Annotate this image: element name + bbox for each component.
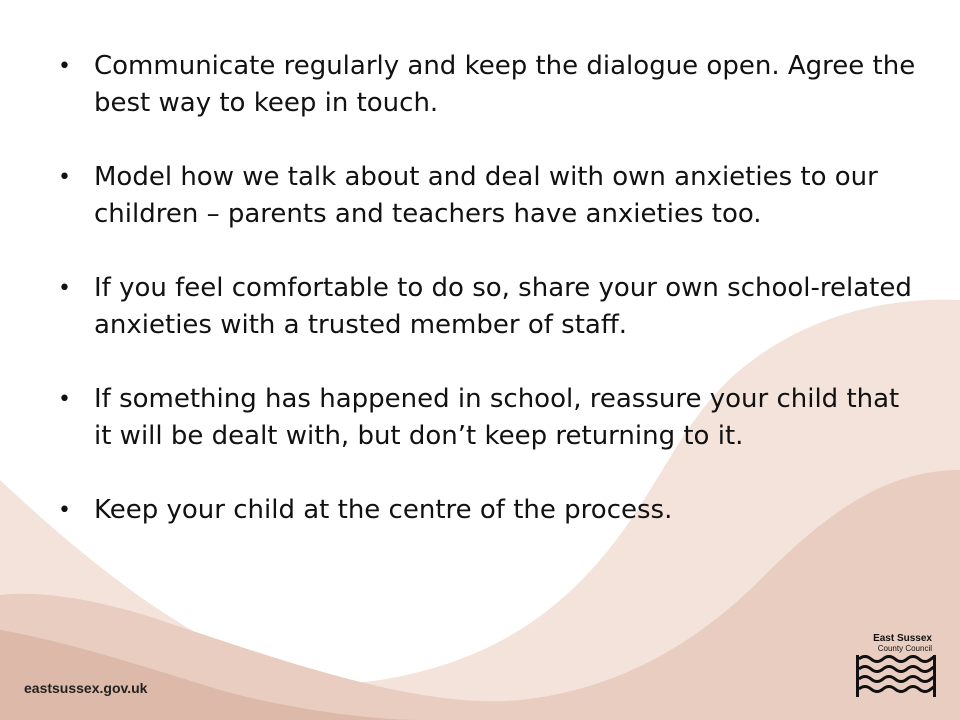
waves-logo-icon xyxy=(856,655,936,697)
bullet-dot: • xyxy=(58,498,71,523)
bullet-item xyxy=(58,381,918,455)
logo-subtitle: County Council xyxy=(877,644,932,653)
bullet-dot: • xyxy=(58,276,71,301)
bullet-item xyxy=(58,159,918,233)
bullet-text: If you feel comfortable to do so, share your own school-related anxieties with a trusted member of staff. xyxy=(94,273,912,340)
bullet-dot: • xyxy=(58,387,71,412)
council-logo xyxy=(856,633,936,697)
bullet-text: Model how we talk about and deal with own anxieties to our children – parents and teachers have anxieties too. xyxy=(94,162,878,229)
bullet-list xyxy=(58,48,918,566)
logo-name: East Sussex xyxy=(873,633,932,644)
bullet-item xyxy=(58,48,918,122)
bullet-text: If something has happened in school, reassure your child that it will be dealt with, but don’t keep returning to it. xyxy=(94,384,900,451)
bullet-dot: • xyxy=(58,165,71,190)
footer-url: eastsussex.gov.uk xyxy=(24,680,148,696)
bullet-item xyxy=(58,492,918,529)
bullet-text: Communicate regularly and keep the dialogue open. Agree the best way to keep in touch. xyxy=(94,51,916,118)
bullet-text: Keep your child at the centre of the process. xyxy=(94,495,673,525)
bullet-item xyxy=(58,270,918,344)
bullet-dot: • xyxy=(58,54,71,79)
